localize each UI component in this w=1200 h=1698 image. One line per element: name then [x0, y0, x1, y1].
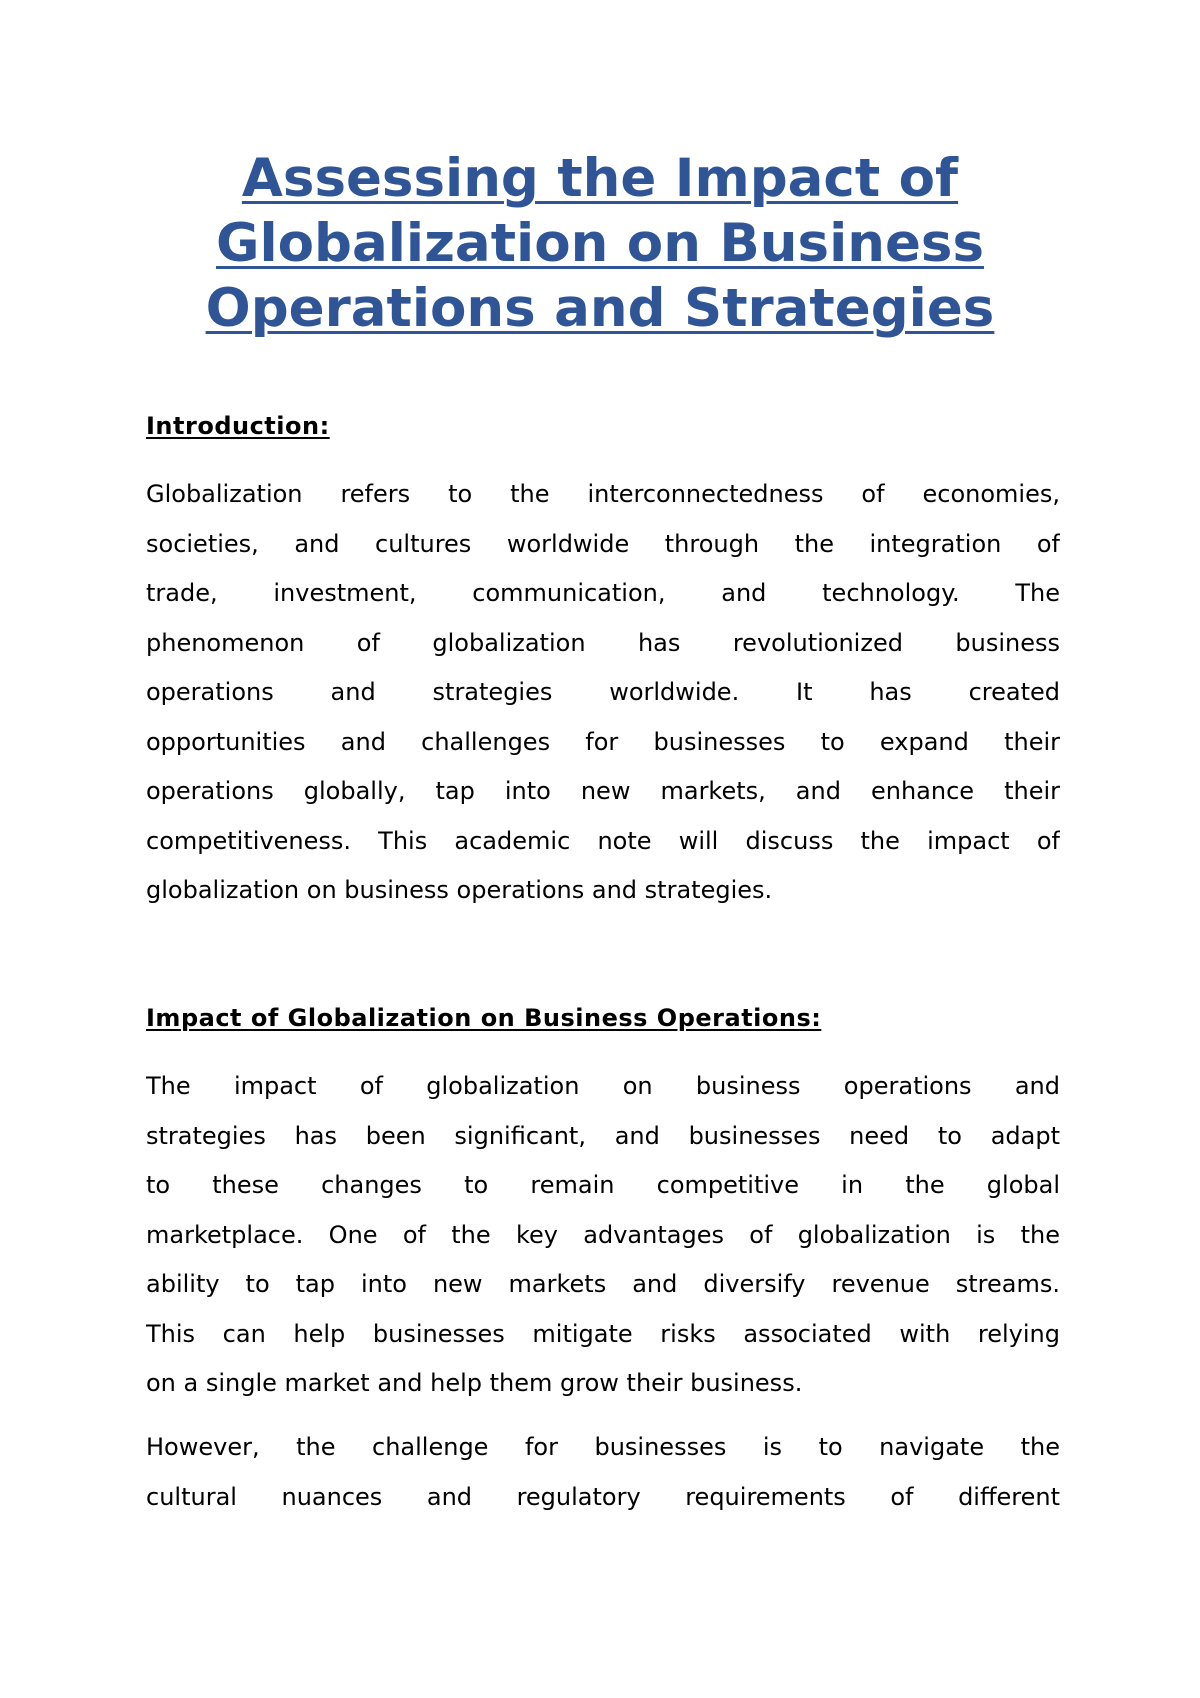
- text-line: opportunities and challenges for businesses to expand their: [146, 727, 1060, 756]
- text-line: on a single market and help them grow their business.: [146, 1369, 803, 1397]
- document-title: [150, 146, 1050, 341]
- text-line: competitiveness. This academic note will discuss the impact of: [146, 826, 1060, 855]
- title-line: Assessing the Impact of: [241, 148, 959, 209]
- paragraph-challenges: [146, 1423, 1060, 1522]
- text-line: societies, and cultures worldwide through the integration of: [146, 529, 1060, 558]
- text-line: operations globally, tap into new markets, and enhance their: [146, 777, 1060, 805]
- text-line: strategies has been significant, and businesses need to adapt: [146, 1121, 1060, 1150]
- text-line: marketplace. One of the key advantages of globalization is the: [146, 1220, 1060, 1249]
- text-line: The impact of globalization on business operations and: [146, 1072, 1060, 1100]
- title-line: Globalization on Business: [215, 213, 985, 274]
- section-heading-impact-operations: Impact of Globalization on Business Operations:: [146, 1004, 822, 1032]
- text-line: Globalization refers to the interconnectedness of economies,: [146, 480, 1060, 508]
- text-line: cultural nuances and regulatory requirements of different: [146, 1482, 1060, 1511]
- text-line: globalization on business operations and strategies.: [146, 876, 773, 904]
- text-line: operations and strategies worldwide. It has created: [146, 678, 1060, 706]
- section-heading-introduction: Introduction:: [146, 412, 330, 440]
- paragraph-introduction: [146, 470, 1060, 916]
- text-line: trade, investment, communication, and technology. The: [146, 579, 1060, 607]
- paragraph-impact-operations: [146, 1062, 1060, 1409]
- text-line: phenomenon of globalization has revolutionized business: [146, 628, 1060, 657]
- text-line: However, the challenge for businesses is to navigate the: [146, 1433, 1060, 1461]
- text-line: to these changes to remain competitive in the global: [146, 1171, 1060, 1199]
- text-line: ability to tap into new markets and diversify revenue streams.: [146, 1270, 1060, 1298]
- text-line: This can help businesses mitigate risks associated with relying: [146, 1319, 1060, 1348]
- title-line: Operations and Strategies: [205, 278, 995, 339]
